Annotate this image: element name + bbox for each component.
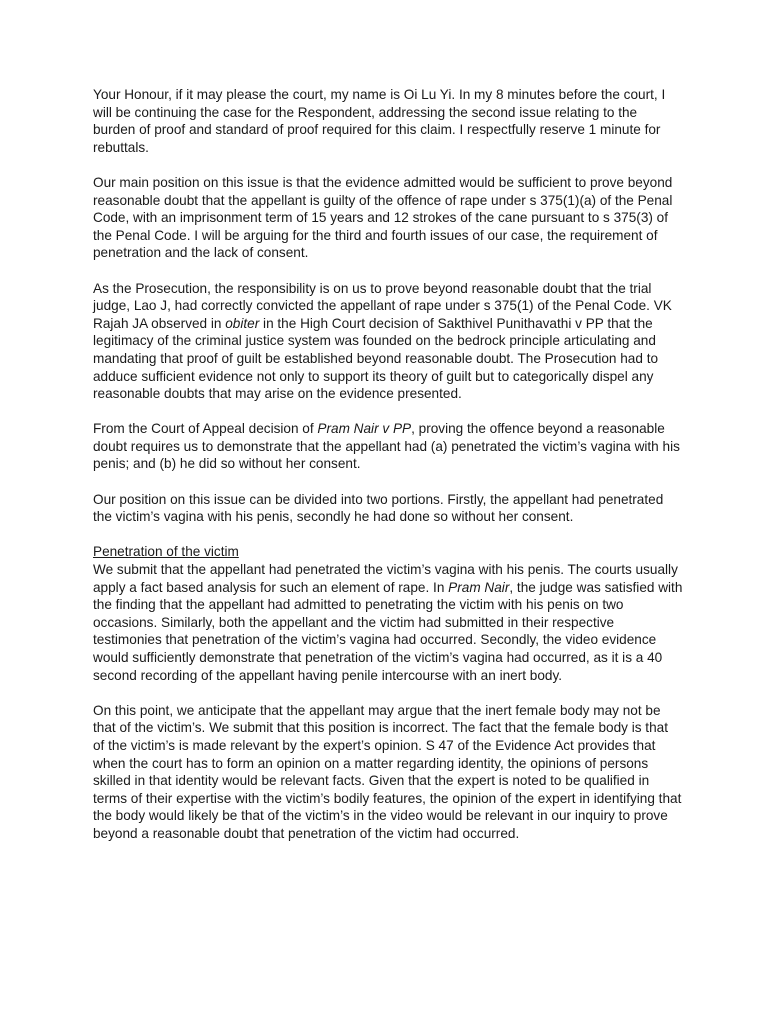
- paragraph-main-position: Our main position on this issue is that the evidence admitted would be sufficient to prove beyond reasonable doubt that the appellant is guilty of the offence of rape under s 375(1)(a) of the Penal Code, with an imprisonment term of 15 years and 12 strokes of the cane pursuant to s 375(3) of the Penal Code. I will be arguing for the third and fourth issues of our case, the requirement of penetration and the lack of consent.: [93, 174, 673, 261]
- text-span: , the judge was satisfied with the finding that the appellant had admitted to penetrating the victim with his penis on two occasions. Similarly, both the appellant and the victim had submitted in their respective testimonies that penetration of the victim’s vagina had occurred. Secondly, the video evidence would sufficiently demonstrate that penetration of the victim’s vagina had occurred, as it is a 40 second recording of the appellant having penile intercourse with an inert body.: [93, 579, 683, 683]
- text-span: , proving the offence beyond a reasonable doubt requires us to demonstrate that the appellant had (a) penetrated the victim’s vagina with his penis; and (b) he did so without her consent.: [93, 421, 680, 472]
- text-span: We submit that the appellant had penetrated the victim’s vagina with his penis. The courts usually apply a fact based analysis for such an element of rape. In: [93, 562, 678, 595]
- section-heading-penetration: Penetration of the victim: [93, 544, 239, 560]
- italic-case-name: Pram Nair: [448, 579, 510, 595]
- paragraph-identity-argument: On this point, we anticipate that the appellant may argue that the inert female body may not be that of the victim’s. We submit that this position is incorrect. The fact that the female body is that of the victim’s is made relevant by the expert’s opinion. S 47 of the Evidence Act provides that when the court has to form an opinion on a matter regarding identity, the opinions of persons skilled in that identity would be relevant facts. Given that the expert is noted to be qualified in terms of their expertise with the victim’s bodily features, the opinion of the expert in identifying that the body would likely be that of the victim’s in the video would be relevant in our inquiry to prove beyond a reasonable doubt that penetration of the victim had occurred.: [93, 702, 682, 841]
- italic-term: obiter: [225, 315, 260, 331]
- paragraph-position-portions: Our position on this issue can be divided into two portions. Firstly, the appellant had penetrated the victim’s vagina with his penis, secondly he had done so without her consent.: [93, 491, 664, 525]
- text-span: in the High Court decision of Sakthivel Punithavathi v PP that the legitimacy of the criminal justice system was founded on the bedrock principle articulating and mandating that proof of guilt be established beyond reasonable doubt. The Prosecution had to adduce sufficient evidence not only to support its theory of guilt but to categorically dispel any reasonable doubts that may arise on the evidence presented.: [93, 315, 659, 402]
- paragraph-penetration-submission: [93, 561, 683, 684]
- text-span: As the Prosecution, the responsibility is on us to prove beyond reasonable doubt that the trial judge, Lao J, had correctly convicted the appellant of rape under s 375(1) of the Penal Code. VK Rajah JA observed in: [93, 280, 672, 331]
- text-span: From the Court of Appeal decision of: [93, 421, 318, 437]
- document-page: [93, 86, 683, 860]
- italic-case-name: Pram Nair v PP: [317, 421, 412, 437]
- paragraph-court-of-appeal: [93, 420, 683, 473]
- paragraph-prosecution-responsibility: [93, 280, 683, 403]
- paragraph-introduction: Your Honour, if it may please the court, my name is Oi Lu Yi. In my 8 minutes before the court, I will be continuing the case for the Respondent, addressing the second issue relating to the burden of proof and standard of proof required for this claim. I respectfully reserve 1 minute for rebuttals.: [93, 87, 666, 155]
